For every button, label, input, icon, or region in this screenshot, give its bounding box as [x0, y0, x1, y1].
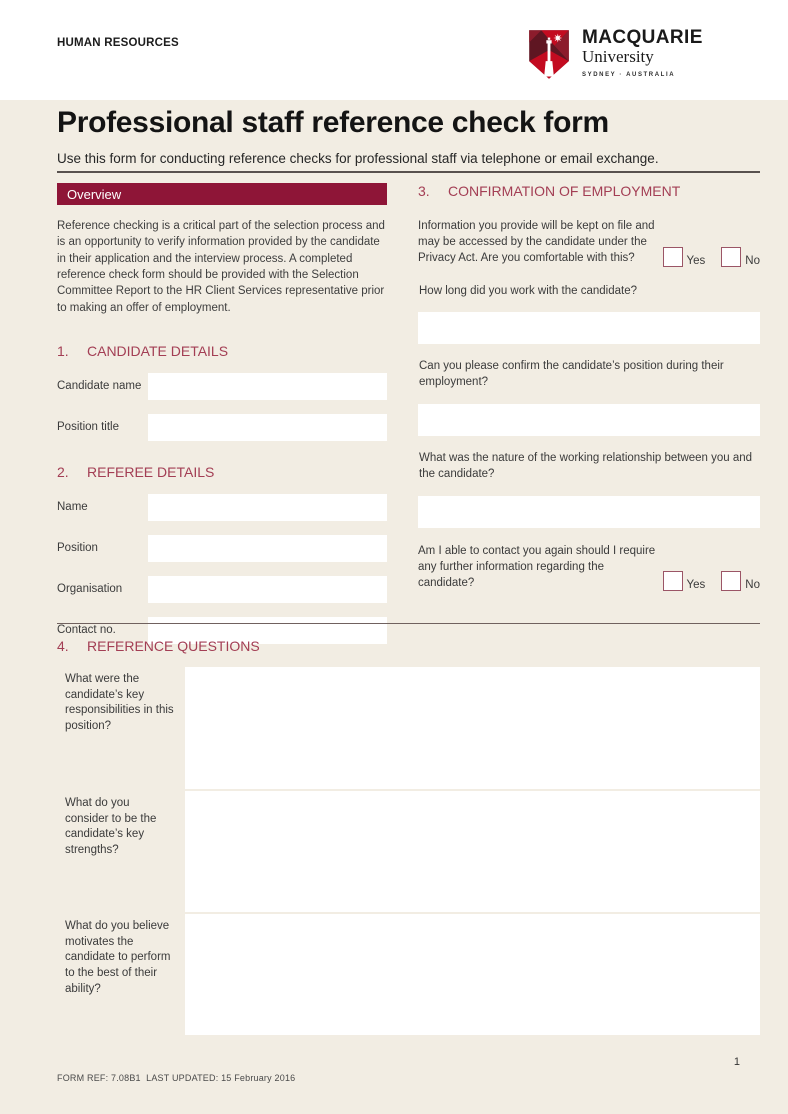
field-row-candidate-name: [57, 373, 387, 400]
section-heading-label: REFEREE DETAILS: [87, 463, 215, 480]
contact-again-no-checkbox[interactable]: [721, 571, 741, 591]
section-heading-candidate-details: [57, 343, 387, 359]
section-heading-confirmation-of-employment: [418, 183, 760, 199]
section-number: 3.: [418, 183, 430, 199]
contact-no-label: Contact no.: [57, 624, 116, 637]
referee-position-input[interactable]: [148, 535, 387, 562]
answer-cell: [185, 667, 760, 789]
page-subtitle: Use this form for conducting reference checks for professional staff via telephone or email exchange.: [57, 151, 659, 166]
how-long-input[interactable]: [418, 312, 760, 344]
contact-again-yes-checkbox[interactable]: [663, 571, 683, 591]
logo-subname: University: [582, 46, 654, 66]
field-row-referee-name: [57, 494, 387, 521]
no-label: No: [745, 254, 760, 267]
field-row-referee-position: [57, 535, 387, 562]
question-key-strengths: What do you consider to be the candidate’s key strengths?: [65, 797, 157, 856]
confirm-position-input[interactable]: [418, 404, 760, 436]
logo-text: [582, 28, 703, 78]
contact-again-yes-no-group: [663, 544, 760, 592]
contact-again-block: [418, 544, 760, 592]
privacy-question-block: [418, 219, 760, 267]
privacy-yes-no-group: [663, 219, 760, 267]
table-row: [57, 791, 760, 912]
no-label: No: [745, 579, 760, 592]
title-divider: [57, 171, 760, 173]
privacy-yes-checkbox[interactable]: [663, 247, 683, 267]
question-motivation: What do you believe motivates the candidate to perform to the best of their ability?: [65, 920, 171, 995]
answer-cell: [185, 791, 760, 912]
reference-questions-table: [57, 667, 760, 1035]
question-how-long: How long did you work with the candidate?: [419, 284, 637, 297]
logo-brand-name: MACQUARIE: [582, 27, 703, 48]
macquarie-logo: [527, 28, 703, 86]
header-band: [0, 0, 788, 100]
motivation-textarea[interactable]: [185, 914, 760, 1035]
question-working-relationship: What was the nature of the working relationship between you and the candidate?: [419, 452, 753, 481]
page-title: Professional staff reference check form: [57, 106, 609, 139]
section-number: 4.: [57, 638, 69, 654]
overview-body-text: Reference checking is a critical part of the selection process and is an opportunity to verify information provided by the candidate in their application and the interview process. A completed reference check form should be provided with the Selection Committee Report to the HR Client Services representative prior to making an offer of employment.: [57, 220, 385, 314]
section-number: 1.: [57, 342, 69, 359]
privacy-no-checkbox[interactable]: [721, 247, 741, 267]
working-relationship-input[interactable]: [418, 496, 760, 528]
referee-name-input[interactable]: [148, 494, 387, 521]
position-title-label: Position title: [57, 421, 120, 434]
section-reference-questions: [57, 638, 760, 1037]
table-row: [57, 667, 760, 789]
left-column: [57, 183, 387, 644]
key-strengths-textarea[interactable]: [185, 791, 760, 912]
section-heading-reference-questions: [57, 638, 760, 654]
organisation-input[interactable]: [148, 576, 387, 603]
field-row-organisation: [57, 576, 387, 603]
question-confirm-position: Can you please confirm the candidate’s position during their employment?: [419, 360, 724, 389]
key-responsibilities-textarea[interactable]: [185, 667, 760, 789]
section4-divider: [57, 623, 760, 624]
logo-tagline: SYDNEY · AUSTRALIA: [582, 71, 676, 78]
department-label: HUMAN RESOURCES: [57, 37, 179, 49]
yes-label: Yes: [686, 579, 706, 592]
privacy-question-text: Information you provide will be kept on file and may be accessed by the candidate under the Privacy Act. Are you comfortable with this?: [418, 220, 655, 264]
field-row-position-title: [57, 414, 387, 441]
section-heading-label: CANDIDATE DETAILS: [87, 342, 229, 359]
contact-again-question-text: Am I able to contact you again should I require any further information regarding the candidate?: [418, 544, 656, 589]
form-reference-text: FORM REF: 7.08B1 LAST UPDATED: 15 February 2016: [57, 1073, 296, 1083]
section-heading-label: REFERENCE QUESTIONS: [87, 638, 260, 654]
position-title-input[interactable]: [148, 414, 387, 441]
page-number: 1: [733, 1056, 740, 1068]
section-number: 2.: [57, 463, 69, 480]
table-row: [57, 914, 760, 1035]
candidate-name-label: Candidate name: [57, 380, 142, 393]
referee-name-label: Name: [57, 501, 88, 514]
overview-header: Overview: [57, 183, 387, 205]
macquarie-shield-icon: [527, 28, 571, 86]
organisation-label: Organisation: [57, 583, 123, 596]
section-heading-label: CONFIRMATION OF EMPLOYMENT: [448, 183, 681, 199]
section-heading-referee-details: [57, 464, 387, 480]
yes-label: Yes: [686, 254, 706, 267]
right-column: [418, 183, 760, 591]
candidate-name-input[interactable]: [148, 373, 387, 400]
question-key-responsibilities: What were the candidate’s key responsibilities in this position?: [65, 673, 174, 732]
referee-position-label: Position: [57, 542, 98, 555]
answer-cell: [185, 914, 760, 1035]
